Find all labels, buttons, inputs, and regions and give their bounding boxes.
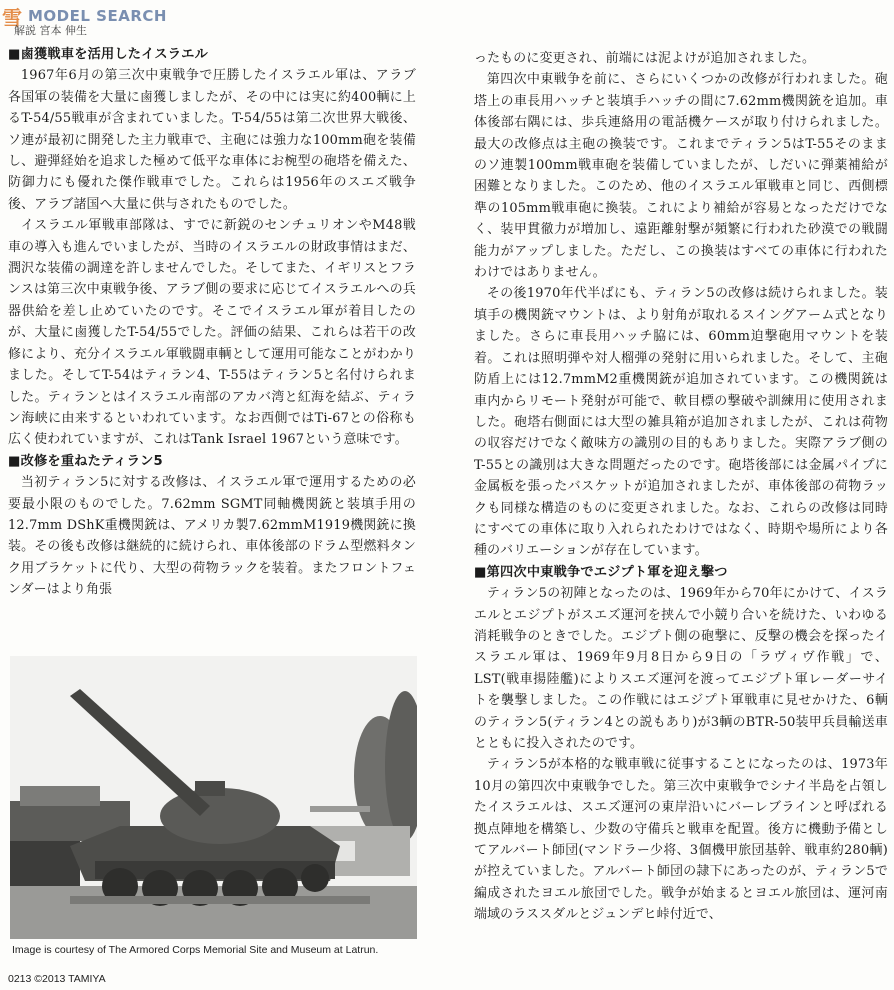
paragraph: ったものに変更され、前端には泥よけが追加されました。 <box>474 51 816 66</box>
paragraph: イスラエル軍戦車部隊は、すでに新鋭のセンチュリオンやM48戦車の導入も進んでいましたが、当時のイスラエルの財政事情はまだ、潤沢な装備の調達を許しませんでした。そしてまた、イギリスとフランスは第三次中東戦争後、アラブ側の要求に応じてイスラエルへの兵器供給を差し止めていたのです。そこでイスラエル軍が着目したのが、大量に鹵獲したT-54/55でした。評価の結果、これらは若干の改修により、充分イスラエル軍戦闘車輌として運用可能なことがわかりました。そしてT-54はティラン4、T-55はティラン5と名付けられました。ティランとはイスラエル南部のアカバ湾と紅海を結ぶ、ティラン海峡に由来するといわれています。なお西側ではTi-67との俗称も広く使われていますが、これはTank Israel 1967という意味です。 <box>8 218 416 448</box>
byline: 解説 宮本 伸生 <box>14 24 87 37</box>
section-heading-captured-tanks: ■鹵獲戦車を活用したイスラエル <box>8 47 208 62</box>
watermark-logo-text: MODEL SEARCH <box>28 7 167 25</box>
paragraph: 1967年6月の第三次中東戦争で圧勝したイスラエル軍は、アラブ各国軍の装備を大量に鹵獲しましたが、その中には実に約400輌に上るT-54/55戦車が含まれていました。T-54/55は第二次世界大戦後、ソ連が最初に開発した主力戦車で、主砲には強力な100mm砲を装備し、避弾経始を追求した極めて低平な車体にお椀型の砲塔を備えた、防御力にも優れた傑作戦車でした。これらは1956年のスエズ戦争後、アラブ諸国へ大量に供与されたものでした。 <box>8 68 416 212</box>
photo-caption: Image is courtesy of The Armored Corps Memorial Site and Museum at Latrun. <box>12 944 379 956</box>
left-column <box>8 44 416 601</box>
watermark-logo-glyph: 雪 <box>2 6 23 30</box>
paragraph: 第四次中東戦争を前に、さらにいくつかの改修が行われました。砲塔上の車長用ハッチと装填手ハッチの間に7.62mm機関銃を追加。車体後部右隅には、歩兵連絡用の電話機ケースが取り付けられました。最大の改修点は主砲の換装です。これまでティラン5はT-55そのままのソ連製100mm戦車砲を装備していましたが、しだいに弾薬補給が困難となりました。このため、他のイスラエル軍戦車と同じ、西側標準の105mm戦車砲に換装。これにより補給が容易となっただけでなく、装甲貫徹力が増加し、遠距離射撃が頻繁に行われた砂漠での戦闘能力がアップしました。ただし、この換装はすべての車体に行われたわけではありません。 <box>474 72 888 281</box>
section-heading-upgrades: ■改修を重ねたティラン5 <box>8 453 163 469</box>
right-column <box>474 48 888 926</box>
paragraph: その後1970年代半ばにも、ティラン5の改修は続けられました。装填手の機関銃マウントは、より射角が取れるスイングアーム式となりました。さらに車長用ハッチ脇には、60mm迫撃砲用マウントを装着。これは照明弾や対人榴弾の発射に用いられました。そして、主砲防盾上には12.7mmM2重機関銃が追加されています。この機関銃は車内からリモート発射が可能で、軟目標の撃破や訓練用に使用されました。砲塔右側面には大型の雑具箱が追加されましたが、これは荷物の収容だけでなく敵味方の識別の目的もありました。実際アラブ側のT-55との識別は大きな問題だったのです。砲塔後部には金属パイプに金属板を張ったバスケットが追加されましたが、車体後部の荷物ラックも同様な構造のものに変更されました。なお、これらの改修は同時にすべての車体に取り入れられたわけではなく、時期や場所により各種のバリエーションが存在しています。 <box>474 286 888 559</box>
paragraph: ティラン5の初陣となったのは、1969年から70年にかけて、イスラエルとエジプトがスエズ運河を挟んで小競り合いを続けた、いわゆる消耗戦争のときでした。エジプト側の砲撃に、反撃の機会を探ったイスラエル軍は、1969年9月8日から9日の「ラヴィヴ作戦」で、LST(戦車揚陸艦)によりスエズ運河を渡ってエジプト軍レーダーサイトを襲撃しました。この作戦にはエジプト軍戦車に見せかけた、6輌のティラン5(ティラン4との説もあり)が3輌のBTR-50装甲兵員輸送車とともに投入されたのです。 <box>474 586 888 751</box>
tank-photo-illustration <box>10 656 417 939</box>
section-heading-yom-kippur-war: ■第四次中東戦争でエジプト軍を迎え撃つ <box>474 564 728 580</box>
tank-photo <box>10 656 417 939</box>
paragraph: 当初ティラン5に対する改修は、イスラエル軍で運用するための必要最小限のものでした。7.62mm SGMT同軸機関銃と装填手用の12.7mm DShK重機関銃は、アメリカ製7.62mmM1919機関銃に換装。その後も改修は継続的に続けられ、車体後部のドラム型燃料タンク用ブラケットに代り、大型の荷物ラックを装着。またフロントフェンダーはより角張 <box>8 475 416 598</box>
page-footer: 0213 ©2013 TAMIYA <box>8 973 106 985</box>
paragraph: ティラン5が本格的な戦車戦に従事することになったのは、1973年10月の第四次中東戦争でした。第三次中東戦争でシナイ半島を占領したイスラエルは、スエズ運河の東岸沿いにバーレブラインと呼ばれる拠点陣地を構築し、少数の守備兵と戦車を配置。後方に機動予備としてアルバート師団(マンドラー少将、3個機甲旅団基幹、戦車約280輌)が控えていました。アルバート師団の隷下にあったのが、ティラン5で編成されたヨエル旅団でした。戦争が始まるとヨエル旅団は、運河南端域のラススダルとジュンデヒ峠付近で、 <box>474 757 888 923</box>
